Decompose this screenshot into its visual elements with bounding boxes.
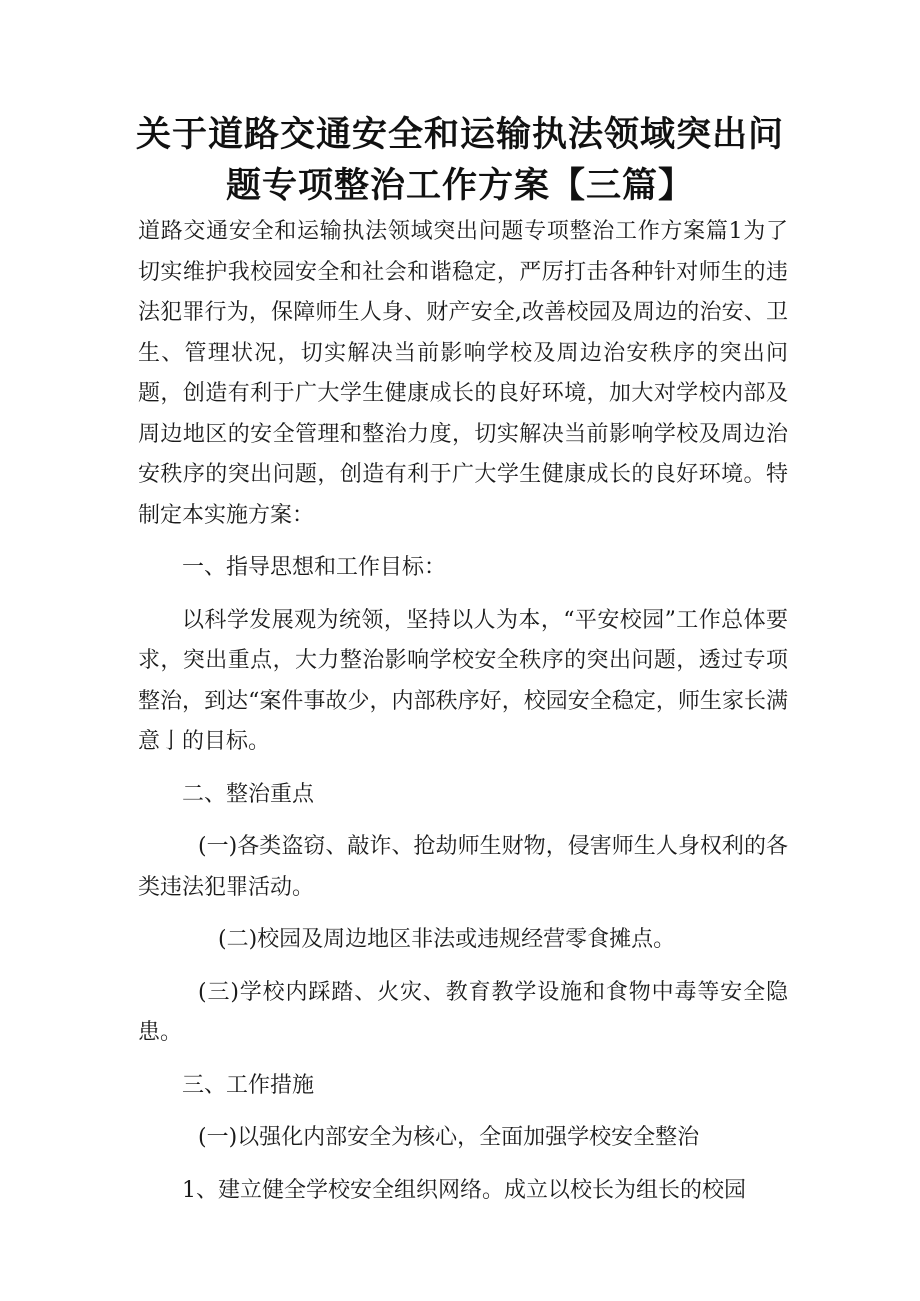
section-heading-2: 二、整治重点 bbox=[182, 781, 315, 807]
document-title-line-2: 题专项整治工作方案【三篇】 bbox=[225, 166, 694, 206]
section-heading-1: 一、指导思想和工作目标： bbox=[182, 555, 447, 580]
focus-item-3: (三)学校内踩踏、火灾、教育教学设施和食物中毒等安全隐患。 bbox=[138, 979, 788, 1045]
measure-subitem-1: 1、建立健全学校安全组织网络。成立以校长为组长的校园 bbox=[182, 1177, 746, 1203]
intro-paragraph: 道路交通安全和运输执法领域突出问题专项整治工作方案篇1为了切实维护我校园安全和社会和谐稳定，严厉打击各种针对师生的违法犯罪行为，保障师生人身、财产安全,改善校园及周边的治安、卫生、管理状况，切实解决当前影响学校及周边治安秩序的突出问题，创造有利于广大学生健康成长的良好环境，加大对学校内部及周边地区的安全管理和整治力度，切实解决当前影响学校及周边治安秩序的突出问题，创造有利于广大学生健康成长的良好环境。特制定本实施方案： bbox=[138, 219, 788, 528]
document-title-line-1: 关于道路交通安全和运输执法领域突出问 bbox=[135, 115, 784, 155]
focus-item-2: (二)校园及周边地区非法或违规经营零食摊点。 bbox=[218, 927, 676, 952]
guiding-paragraph: 以科学发展观为统领，坚持以人为本，“平安校园”工作总体要求，突出重点，大力整治影响学校安全秩序的突出问题，透过专项整治，到达“案件事故少，内部秩序好，校园安全稳定，师生家长满意亅的目标。 bbox=[138, 607, 788, 754]
measure-item-1: (一)以强化内部安全为核心，全面加强学校安全整治 bbox=[198, 1125, 700, 1150]
section-heading-3: 三、工作措施 bbox=[182, 1072, 315, 1098]
document-body bbox=[138, 212, 788, 1211]
focus-item-1: (一)各类盗窃、敲诈、抢劫师生财物，侵害师生人身权利的各类违法犯罪活动。 bbox=[138, 834, 788, 900]
